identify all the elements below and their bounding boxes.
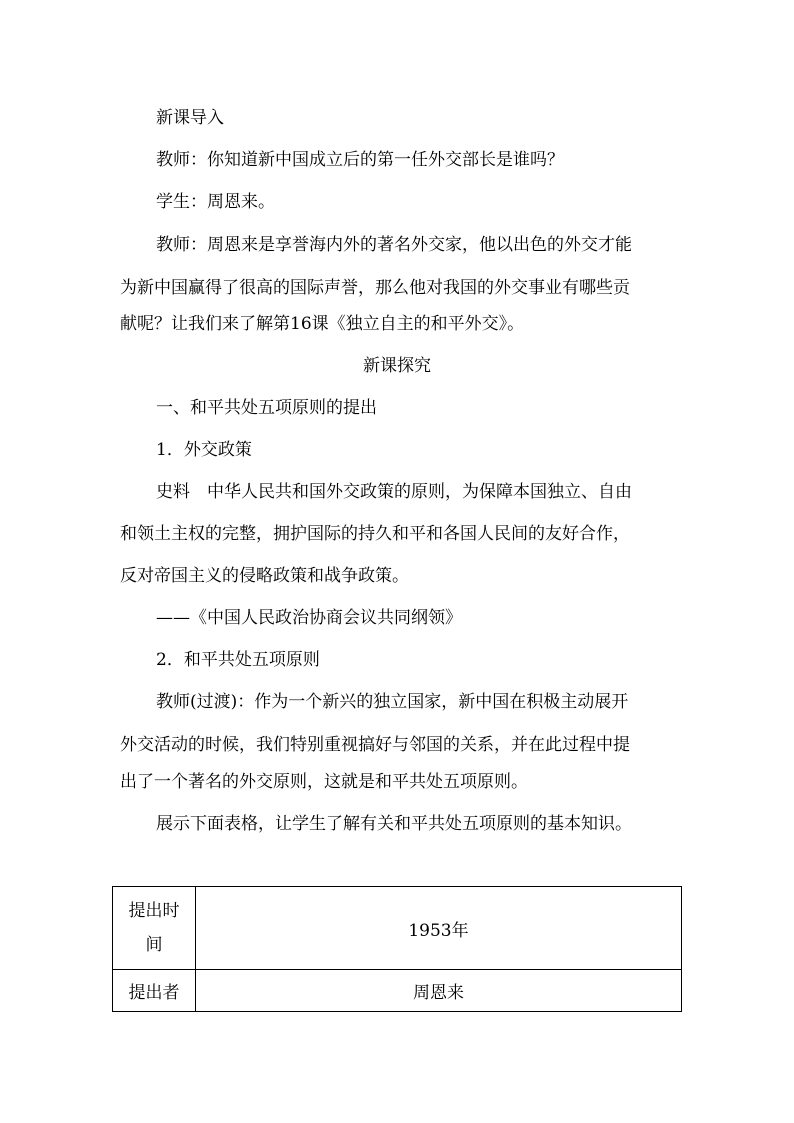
student-answer: 学生：周恩来。 [156,192,275,212]
subsection-title-1-2: 2．和平共处五项原则 [156,650,320,670]
source-quote-line-1: 史料 中华人民共和国外交政策的原则，为保障本国独立、自由 [156,482,632,502]
source-quote-line-3: 反对帝国主义的侵略政策和战争政策。 [120,566,409,586]
table-value-cell: 周恩来 [196,970,682,1012]
subsection-title-1: 一、和平共处五项原则的提出 [156,398,377,418]
table-label-cell: 提出者 [113,970,196,1012]
subsection-title-1-1: 1．外交政策 [156,440,252,460]
teacher-transition-line-3: 出了一个著名的外交原则，这就是和平共处五项原则。 [120,772,528,792]
principles-table [112,886,682,1012]
teacher-intro-line-1: 教师：周恩来是享誉海内外的著名外交家，他以出色的外交才能 [156,235,632,255]
teacher-transition-line-1: 教师(过渡)：作为一个新兴的独立国家，新中国在积极主动展开 [156,692,629,712]
table-value-cell: 1953年 [196,887,682,970]
source-citation: ——《中国人民政治协商会议共同纲领》 [156,608,462,628]
section-heading-explore: 新课探究 [363,356,431,376]
table-row [113,970,682,1012]
teacher-intro-line-3: 献呢？让我们来了解第16课《独立自主的和平外交》。 [120,314,525,334]
table-row [113,887,682,970]
teacher-intro-line-2: 为新中国赢得了很高的国际声誉，那么他对我国的外交事业有哪些贡 [120,278,630,298]
table-intro: 展示下面表格，让学生了解有关和平共处五项原则的基本知识。 [156,814,632,834]
teacher-transition-line-2: 外交活动的时候，我们特别重视搞好与邻国的关系，并在此过程中提 [120,735,630,755]
table-label-text: 提出时 [128,901,180,921]
table-label-cell [113,887,196,970]
teacher-question: 教师：你知道新中国成立后的第一任外交部长是谁吗？ [156,150,564,170]
section-title-intro: 新课导入 [156,108,224,128]
table-label-text: 间 [145,935,163,955]
source-quote-line-2: 和领土主权的完整，拥护国际的持久和平和各国人民间的友好合作， [120,524,630,544]
